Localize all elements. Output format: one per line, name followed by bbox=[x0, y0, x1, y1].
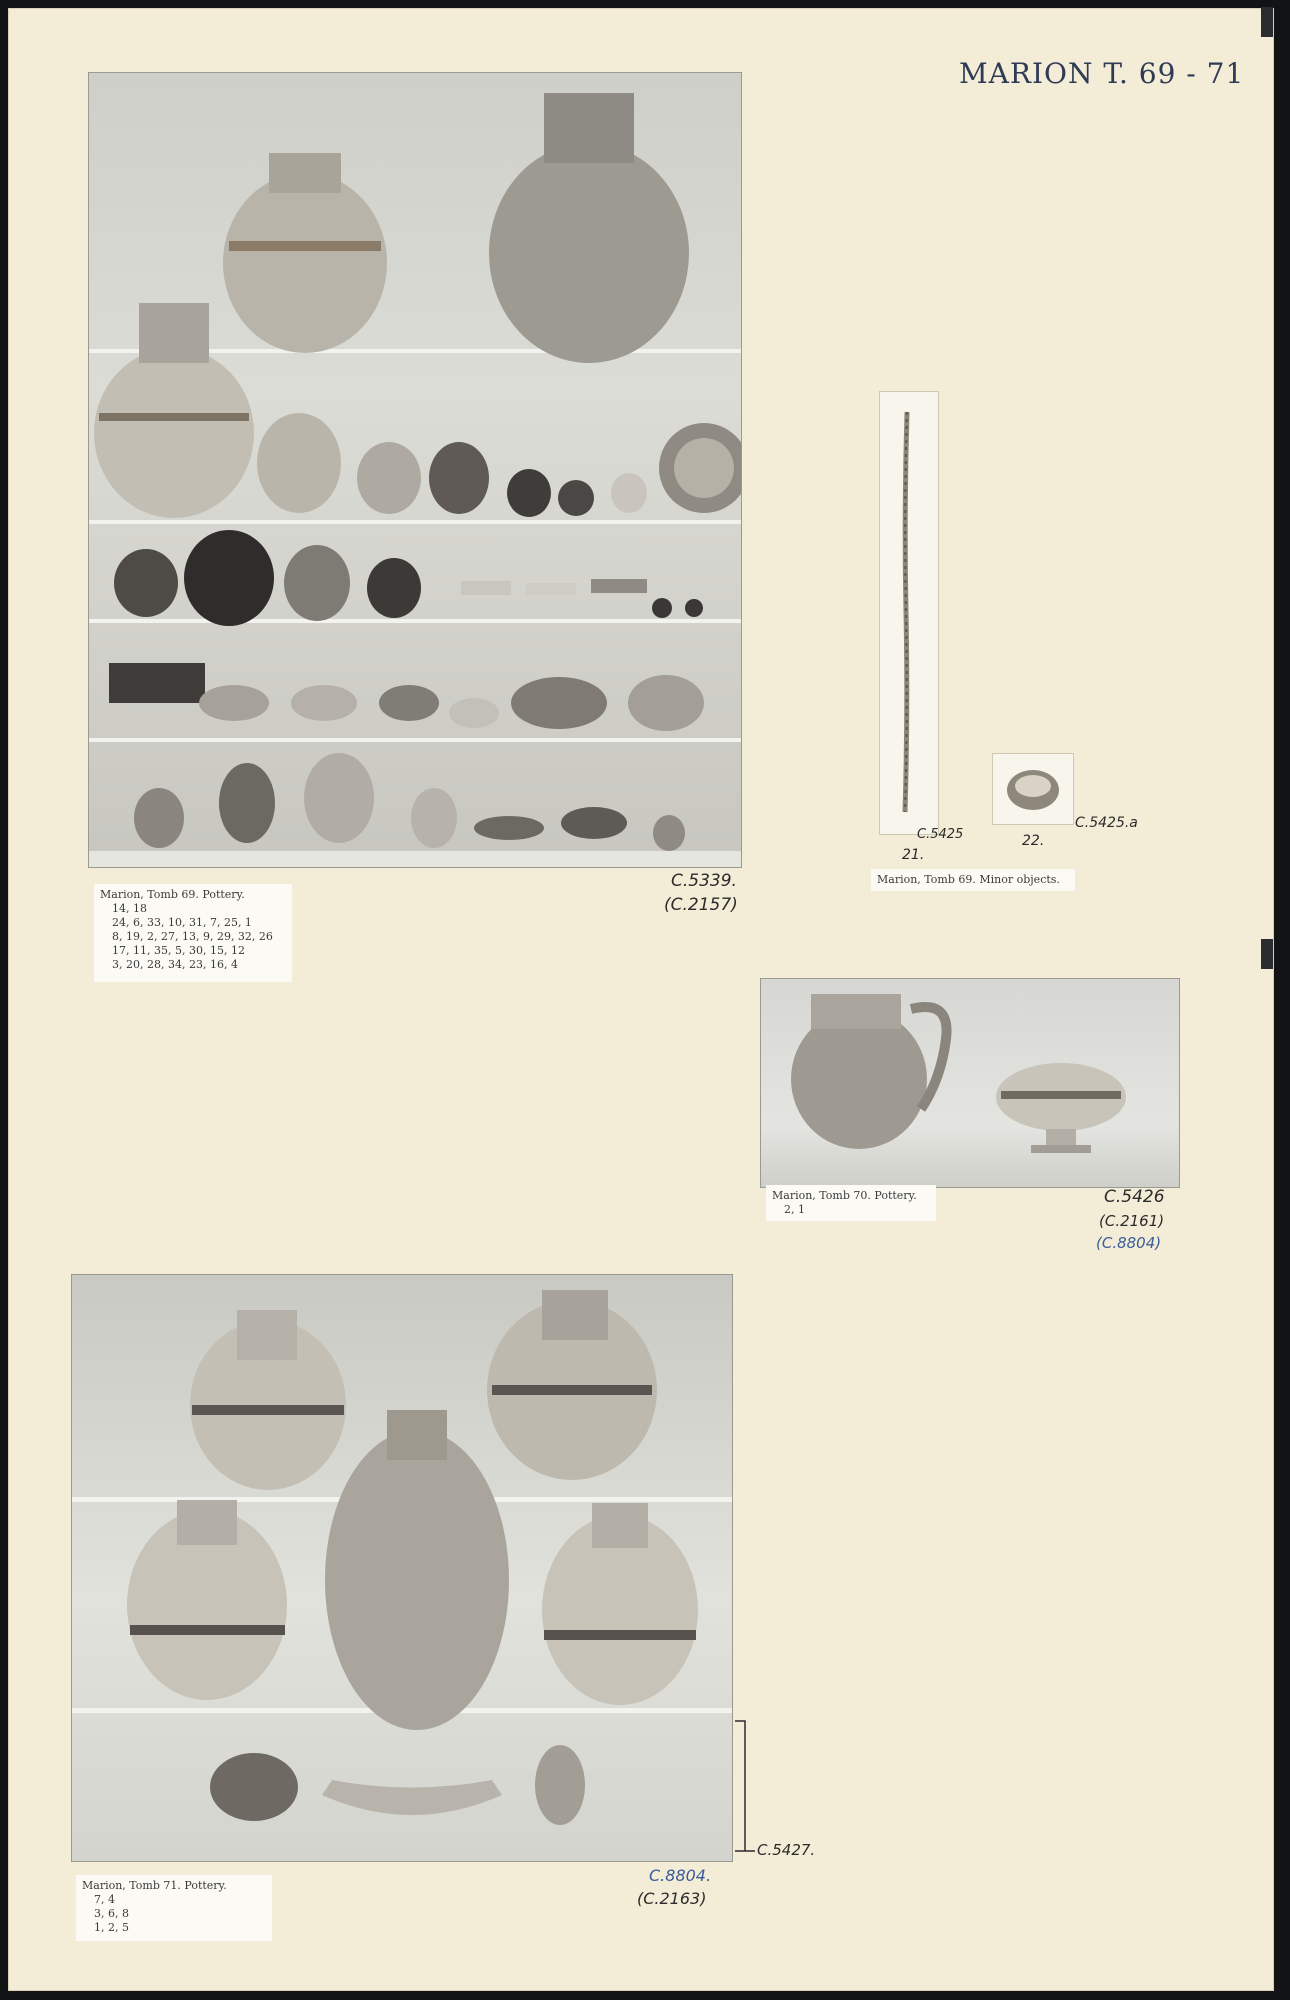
page-title: MARION T. 69 - 71 bbox=[959, 57, 1245, 90]
tomb71-accession-alt: (C.2163) bbox=[637, 1889, 707, 1908]
caption-title: Marion, Tomb 71. Pottery. bbox=[82, 1879, 227, 1892]
tomb71-pottery-caption bbox=[76, 1875, 272, 1941]
caption-title: Marion, Tomb 70. Pottery. bbox=[772, 1189, 917, 1202]
tomb69-pottery-caption bbox=[94, 884, 292, 982]
tomb71-pottery-illustration bbox=[72, 1275, 732, 1861]
caption-row: 24, 6, 33, 10, 31, 7, 25, 1 bbox=[112, 916, 252, 929]
caption-row: 14, 18 bbox=[112, 902, 147, 915]
binder-tab-top bbox=[1261, 7, 1273, 37]
caption-row: 1, 2, 5 bbox=[94, 1921, 129, 1934]
tomb71-accession-number: C.8804. bbox=[649, 1866, 712, 1885]
ring-object-illustration bbox=[993, 754, 1073, 824]
item-21-accession: C.5425 bbox=[917, 827, 964, 842]
item-22-slip bbox=[992, 753, 1074, 825]
binder-tab-middle bbox=[1261, 939, 1273, 969]
tomb70-accession-alt2: (C.8804) bbox=[1096, 1234, 1162, 1252]
iron-pin-illustration bbox=[880, 392, 938, 834]
caption-row: 8, 19, 2, 27, 13, 9, 29, 32, 26 bbox=[112, 930, 273, 943]
item-21-slip bbox=[879, 391, 939, 835]
tomb69-accession-alt: (C.2157) bbox=[664, 895, 738, 915]
caption-row: 3, 20, 28, 34, 23, 16, 4 bbox=[112, 958, 238, 971]
caption-row: 2, 1 bbox=[784, 1203, 805, 1216]
caption-row: 3, 6, 8 bbox=[94, 1907, 129, 1920]
tomb70-pottery-photo bbox=[760, 978, 1180, 1188]
caption-title: Marion, Tomb 69. Pottery. bbox=[100, 888, 245, 901]
caption-row: 17, 11, 35, 5, 30, 15, 12 bbox=[112, 944, 245, 957]
archive-card bbox=[8, 8, 1274, 1991]
tomb69-minor-caption bbox=[871, 869, 1075, 891]
item-22-accession: C.5425.a bbox=[1075, 815, 1138, 831]
tomb69-pottery-illustration bbox=[89, 73, 741, 867]
tomb70-accession-number: C.5426 bbox=[1104, 1187, 1165, 1207]
caption-title: Marion, Tomb 69. Minor objects. bbox=[877, 873, 1060, 886]
item-22-number: 22. bbox=[1022, 833, 1045, 849]
tomb70-pottery-caption bbox=[766, 1185, 936, 1221]
tomb69-accession-number: C.5339. bbox=[671, 871, 737, 891]
tomb69-pottery-photo bbox=[88, 72, 742, 868]
item-21-number: 21. bbox=[902, 847, 925, 863]
tomb70-accession-alt: (C.2161) bbox=[1099, 1212, 1165, 1230]
tomb70-pottery-illustration bbox=[761, 979, 1179, 1187]
caption-row: 7, 4 bbox=[94, 1893, 115, 1906]
tomb71-pottery-photo bbox=[71, 1274, 733, 1862]
tomb71-bracket-accession: C.5427. bbox=[757, 1841, 816, 1859]
